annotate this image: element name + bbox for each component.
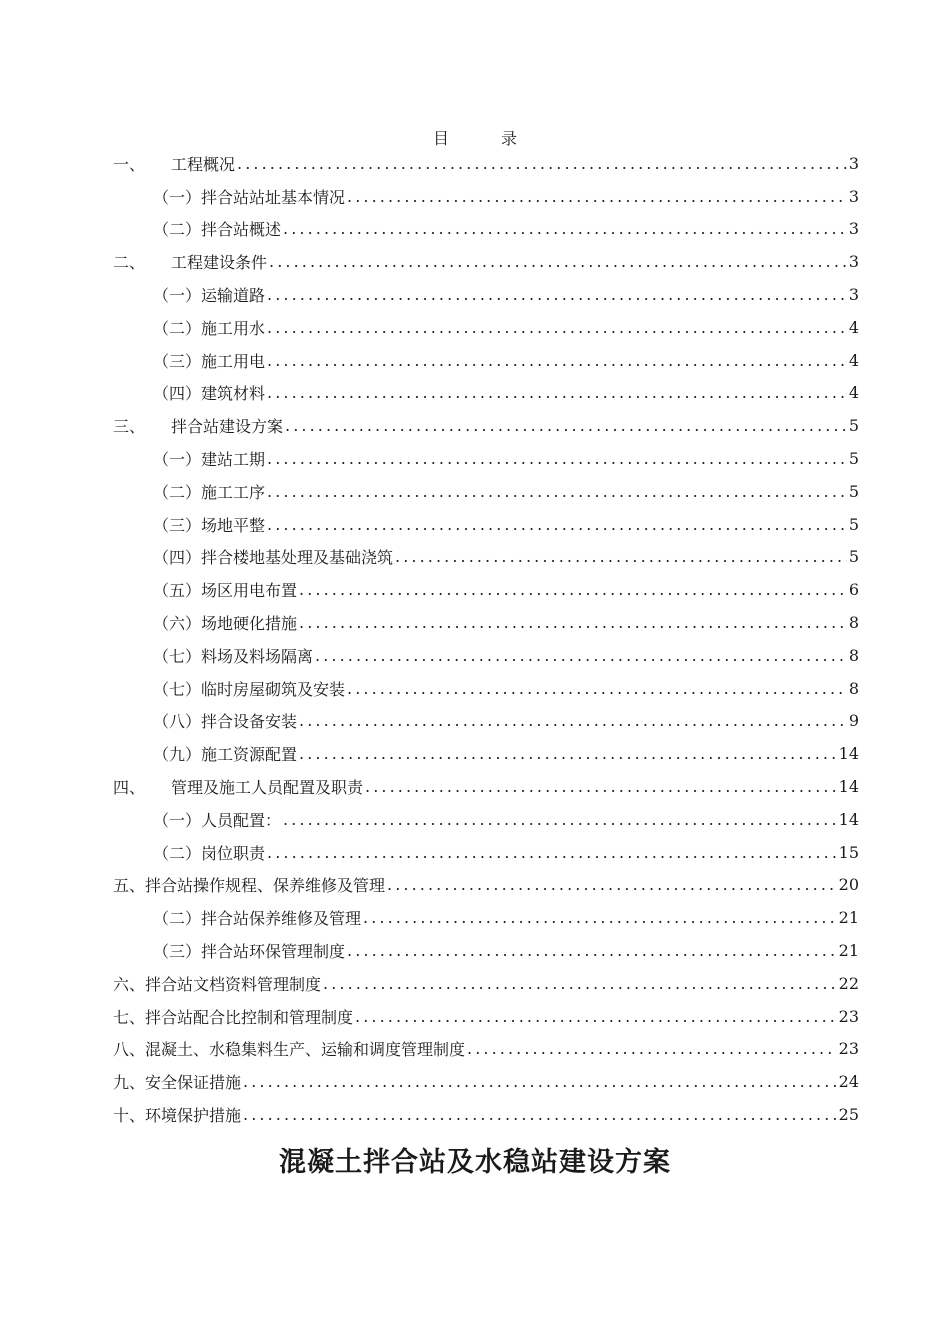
toc-entry-label — [113, 480, 265, 503]
toc-entry-label — [113, 578, 297, 601]
toc-entry[interactable] — [113, 442, 859, 475]
toc-leader-dots — [283, 219, 847, 238]
toc-entry[interactable] — [113, 245, 859, 278]
toc-page-number: 6 — [848, 580, 859, 600]
toc-entry-text: （八）拌合设备安装 — [153, 712, 298, 732]
toc-entry[interactable] — [113, 573, 859, 606]
toc-entry-text: 七、拌合站配合比控制和管理制度 — [113, 1007, 354, 1027]
toc-entry[interactable] — [113, 672, 859, 705]
toc-page-number: 5 — [848, 514, 859, 534]
toc-entry-label — [113, 381, 265, 404]
toc-page-number: 5 — [848, 547, 859, 567]
toc-entry[interactable] — [113, 475, 859, 508]
toc-entry-label — [113, 217, 281, 240]
toc-entry-label — [113, 316, 265, 339]
toc-page-number: 3 — [848, 153, 859, 173]
toc-entry-text: （六）场地硬化措施 — [153, 614, 298, 634]
toc-entry[interactable] — [113, 180, 859, 213]
toc-leader-dots — [267, 515, 847, 534]
toc-entry[interactable] — [113, 770, 859, 803]
toc-leader-dots — [243, 1105, 837, 1124]
toc-page-number: 4 — [848, 350, 859, 370]
toc-entry-label — [113, 283, 265, 306]
toc-entry-text: （九）施工资源配置 — [153, 745, 298, 765]
toc-entry[interactable] — [113, 1065, 859, 1098]
toc-page-number: 14 — [838, 809, 859, 829]
toc-entry-label — [113, 972, 321, 995]
toc-leader-dots — [323, 974, 837, 993]
toc-entry-text: 管理及施工人员配置及职责 — [171, 778, 364, 798]
toc-entry-label — [113, 742, 297, 765]
toc-entry-text: （四）建筑材料 — [153, 384, 266, 404]
toc-page-number: 3 — [848, 186, 859, 206]
toc-entry[interactable] — [113, 934, 859, 967]
toc-entry-label — [113, 1070, 241, 1093]
toc-page-number: 14 — [838, 777, 859, 797]
toc-entry-text: （二）拌合站概述 — [153, 220, 282, 240]
toc-entry-label — [113, 775, 363, 798]
toc-entry-label — [113, 841, 265, 864]
toc-entry[interactable] — [113, 803, 859, 836]
toc-entry-number: 四、 — [113, 778, 146, 798]
toc-page-number: 15 — [838, 842, 859, 862]
toc-entry-text: 工程建设条件 — [171, 253, 268, 273]
toc-leader-dots — [267, 843, 837, 862]
toc-leader-dots — [267, 449, 847, 468]
toc-entry-text: （七）料场及料场隔离 — [153, 646, 314, 666]
toc-heading: 目 录 — [432, 129, 535, 148]
toc-entry[interactable] — [113, 1033, 859, 1066]
toc-leader-dots — [467, 1039, 837, 1058]
toc-entry-text: （二）拌合站保养维修及管理 — [153, 909, 362, 929]
toc-entry[interactable] — [113, 901, 859, 934]
toc-entry-label — [113, 873, 385, 896]
toc-entry-text: 八、混凝土、水稳集料生产、运输和调度管理制度 — [113, 1040, 466, 1060]
toc-entry-label — [113, 1103, 241, 1126]
toc-entry[interactable] — [113, 836, 859, 869]
toc-entry-text: 拌合站建设方案 — [171, 417, 284, 437]
toc-entry[interactable] — [113, 344, 859, 377]
toc-leader-dots — [347, 941, 837, 960]
toc-leader-dots — [355, 1007, 837, 1026]
toc-entry-label — [113, 185, 345, 208]
toc-entry-label — [113, 808, 281, 831]
toc-entry-label — [113, 447, 265, 470]
toc-entry[interactable] — [113, 737, 859, 770]
toc-entry-number: 二、 — [113, 253, 146, 273]
toc-leader-dots — [267, 351, 847, 370]
toc-leader-dots — [363, 908, 837, 927]
toc-leader-dots — [283, 810, 837, 829]
toc-entry[interactable] — [113, 639, 859, 672]
toc-entry-text: （一）建站工期 — [153, 450, 266, 470]
toc-entry-label — [113, 906, 361, 929]
toc-page-number: 9 — [848, 711, 859, 731]
toc-entry-label — [113, 152, 235, 175]
toc-entry-label — [113, 677, 345, 700]
toc-entry[interactable] — [113, 1098, 859, 1131]
toc-leader-dots — [347, 187, 847, 206]
toc-page-number: 25 — [838, 1105, 859, 1124]
toc-leader-dots — [285, 416, 847, 435]
toc-entry[interactable] — [113, 311, 859, 344]
toc-entry-label — [113, 709, 297, 732]
toc-entry[interactable] — [113, 213, 859, 246]
toc-page-number: 5 — [848, 416, 859, 436]
toc-entry-text: 十、环境保护措施 — [113, 1106, 242, 1125]
toc-page-number: 8 — [848, 678, 859, 698]
toc-leader-dots — [267, 318, 847, 337]
toc-entry[interactable] — [113, 1000, 859, 1033]
toc-entry-text: （一）运输道路 — [153, 286, 266, 306]
toc-entry-label — [113, 611, 297, 634]
toc-entry-text: （五）场区用电布置 — [153, 581, 298, 601]
toc-leader-dots — [269, 252, 847, 271]
toc-entry[interactable] — [113, 278, 859, 311]
toc-page-number: 8 — [848, 613, 859, 633]
toc-entry-text: （四）拌合楼地基处理及基础浇筑 — [153, 548, 394, 568]
toc-leader-dots — [267, 383, 847, 402]
toc-leader-dots — [267, 482, 847, 501]
toc-page-number: 20 — [838, 875, 859, 895]
toc-entry-label — [113, 1005, 353, 1028]
toc-entry[interactable] — [113, 377, 859, 410]
toc-leader-dots — [347, 679, 847, 698]
toc-page-number: 24 — [838, 1072, 859, 1092]
toc-entry-text: （二）施工用水 — [153, 318, 266, 338]
toc-entry[interactable] — [113, 508, 859, 541]
toc-page-number: 5 — [848, 449, 859, 469]
toc-entry-label — [113, 513, 265, 536]
toc-leader-dots — [299, 580, 847, 599]
toc-entry-number: 一、 — [113, 154, 146, 174]
toc-page-number: 8 — [848, 645, 859, 665]
toc-entry-text: （二）施工工序 — [153, 482, 266, 502]
toc-leader-dots — [387, 875, 837, 894]
toc-leader-dots — [299, 711, 847, 730]
toc-entry[interactable] — [113, 606, 859, 639]
toc-leader-dots — [299, 613, 847, 632]
toc-page-number: 21 — [838, 941, 859, 961]
toc-page-number: 3 — [848, 219, 859, 239]
toc-entry-text: 九、安全保证措施 — [113, 1073, 242, 1093]
toc-entry-label — [113, 414, 283, 437]
toc-entry-label — [113, 644, 313, 667]
toc-page-number: 21 — [838, 908, 859, 928]
toc-entry-text: （七）临时房屋砌筑及安装 — [153, 679, 346, 699]
toc-entry-label — [113, 349, 265, 372]
toc-entry-text: （三）拌合站环保管理制度 — [153, 942, 346, 962]
toc-page-number: 14 — [838, 744, 859, 764]
toc-page-number: 4 — [848, 383, 859, 403]
toc-page-number: 5 — [848, 481, 859, 501]
toc-entry[interactable] — [113, 967, 859, 1000]
table-of-contents — [113, 147, 859, 1131]
toc-page-number: 22 — [838, 973, 859, 993]
toc-entry-number: 三、 — [113, 417, 146, 437]
toc-leader-dots — [395, 547, 847, 566]
toc-leader-dots — [365, 777, 837, 796]
toc-entry[interactable] — [113, 409, 859, 442]
toc-page-number: 3 — [848, 285, 859, 305]
toc-entry-text: 六、拌合站文档资料管理制度 — [113, 974, 322, 994]
toc-entry-label — [113, 939, 345, 962]
toc-page-number: 3 — [848, 252, 859, 272]
toc-entry-text: （二）岗位职责 — [153, 843, 266, 863]
toc-entry[interactable] — [113, 541, 859, 574]
toc-entry-label — [113, 250, 267, 273]
toc-entry-text: （一）拌合站站址基本情况 — [153, 187, 346, 207]
toc-entry-label — [113, 545, 393, 568]
toc-leader-dots — [237, 154, 847, 173]
toc-leader-dots — [315, 646, 847, 665]
toc-entry[interactable] — [113, 147, 859, 180]
toc-entry-label — [113, 1037, 465, 1060]
toc-leader-dots — [299, 744, 837, 763]
toc-page-number: 23 — [838, 1006, 859, 1026]
toc-entry-text: （三）施工用电 — [153, 351, 266, 371]
toc-page-number: 4 — [848, 317, 859, 337]
toc-leader-dots — [267, 285, 847, 304]
toc-entry-text: （三）场地平整 — [153, 515, 266, 535]
toc-entry-text: 五、拌合站操作规程、保养维修及管理 — [113, 876, 386, 896]
toc-leader-dots — [243, 1072, 837, 1091]
toc-entry-text: 工程概况 — [171, 154, 236, 174]
document-title: 混凝土拌合站及水稳站建设方案 — [279, 1147, 671, 1178]
toc-entry-text: （一）人员配置： — [153, 810, 282, 830]
toc-entry[interactable] — [113, 705, 859, 738]
toc-entry[interactable] — [113, 869, 859, 902]
toc-page-number: 23 — [838, 1039, 859, 1059]
